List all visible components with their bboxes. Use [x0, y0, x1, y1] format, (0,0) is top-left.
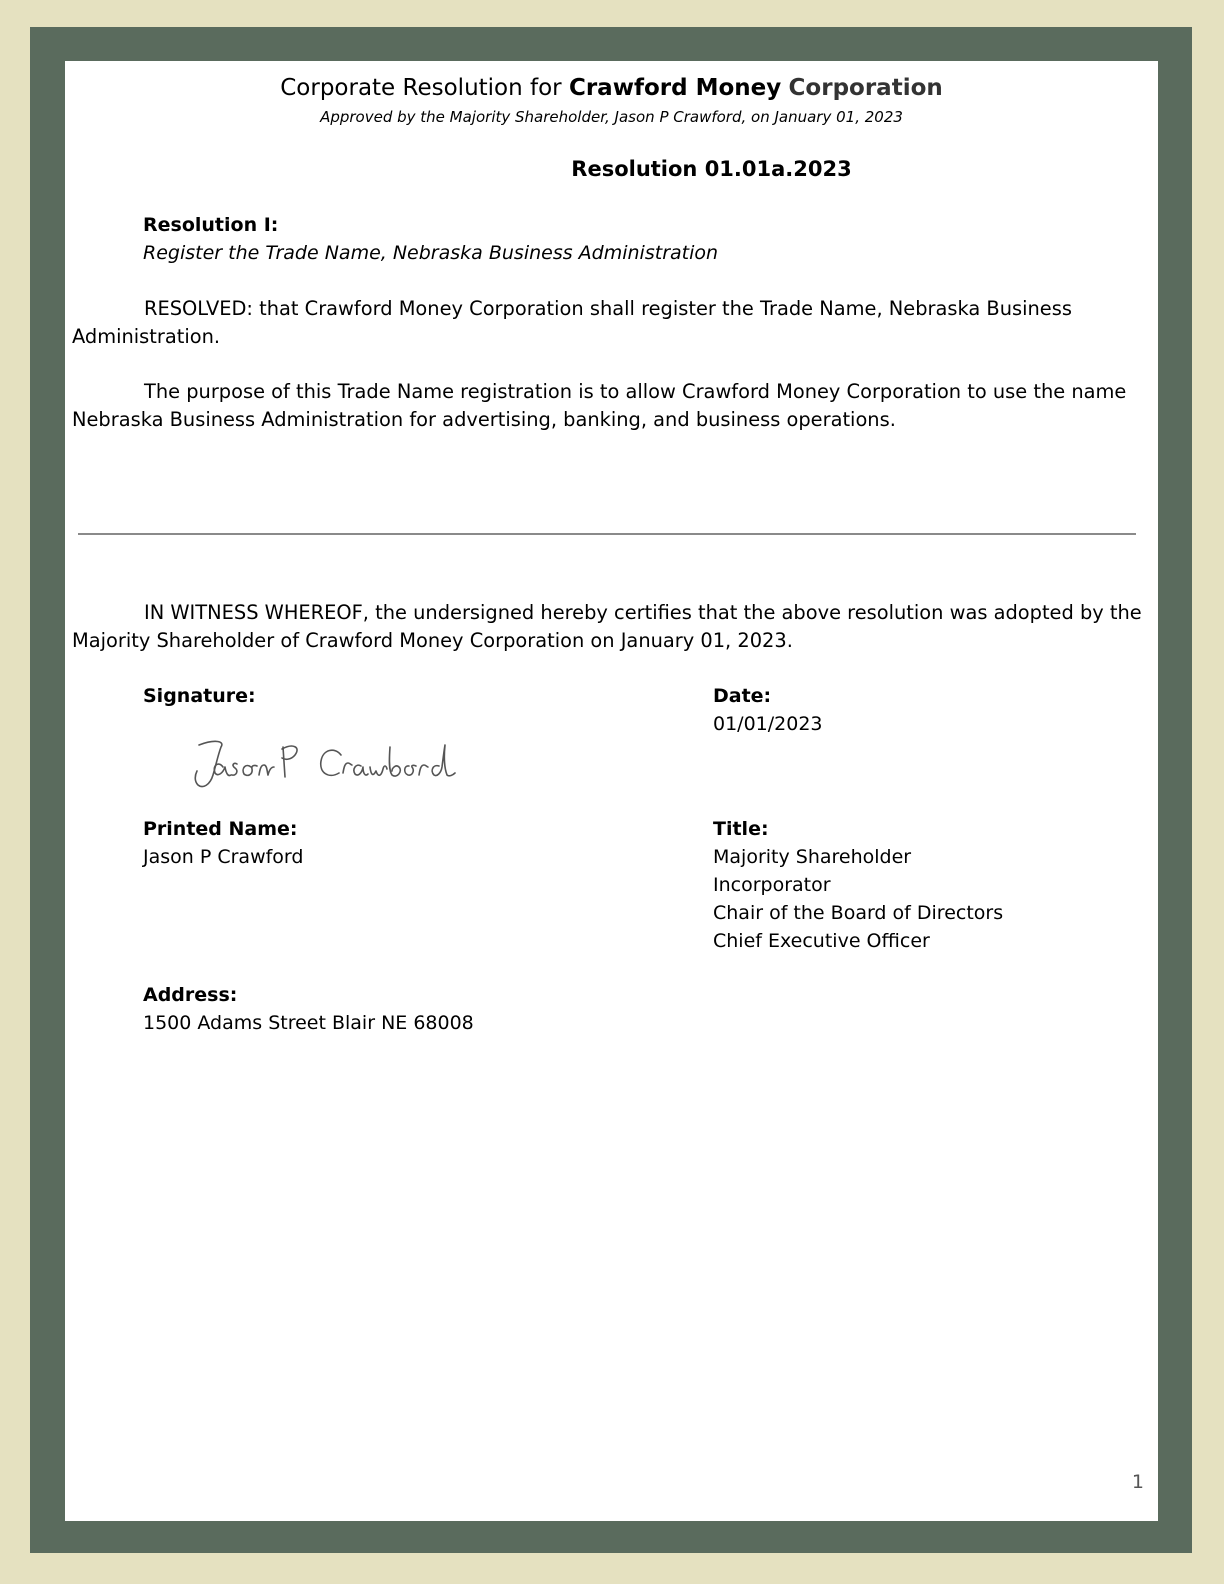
page-frame: [30, 27, 1192, 1553]
page-number: 1: [1131, 1471, 1144, 1493]
address-value: 1500 Adams Street Blair NE 68008: [143, 1012, 474, 1034]
title-label: Title:: [713, 818, 769, 840]
signature-label: Signature:: [143, 685, 256, 707]
printed-name-label: Printed Name:: [143, 818, 298, 840]
document-title: [65, 73, 1158, 103]
title-item: Chair of the Board of Directors: [713, 902, 1004, 924]
address-label: Address:: [143, 984, 238, 1006]
date-value: 01/01/2023: [713, 713, 823, 735]
resolution-heading: Resolution I:: [143, 214, 279, 236]
resolution-subheading: Register the Trade Name, Nebraska Business Administration: [143, 242, 719, 264]
section-divider: [78, 533, 1136, 535]
purpose-paragraph: The purpose of this Trade Name registration is to allow Crawford Money Corporation to use the name Nebraska Business Administration for advertising, banking, and business operations.: [72, 380, 1127, 431]
handwritten-signature: [185, 733, 485, 793]
title-prefix: Corporate Resolution for: [280, 75, 562, 101]
title-company-name: Crawford Money: [568, 75, 782, 101]
witness-paragraph: IN WITNESS WHEREOF, the undersigned hereby certifies that the above resolution was adopted by the Majority Shareholder of Crawford Money Corporation on January 01, 2023.: [72, 601, 1142, 652]
date-label: Date:: [713, 685, 772, 707]
title-item: Incorporator: [713, 874, 831, 896]
printed-name-value: Jason P Crawford: [143, 846, 304, 868]
title-company-suffix: Corporation: [788, 75, 943, 101]
titles-list: [713, 843, 1003, 955]
title-item: Majority Shareholder: [713, 846, 912, 868]
resolution-number: Resolution 01.01a.2023: [571, 157, 852, 181]
title-item: Chief Executive Officer: [713, 930, 930, 952]
document-page: [65, 61, 1158, 1521]
resolved-paragraph: RESOLVED: that Crawford Money Corporation shall register the Trade Name, Nebraska Business Administration.: [72, 297, 1072, 348]
approval-subtitle: Approved by the Majority Shareholder, Jason P Crawford, on January 01, 2023: [320, 108, 903, 126]
